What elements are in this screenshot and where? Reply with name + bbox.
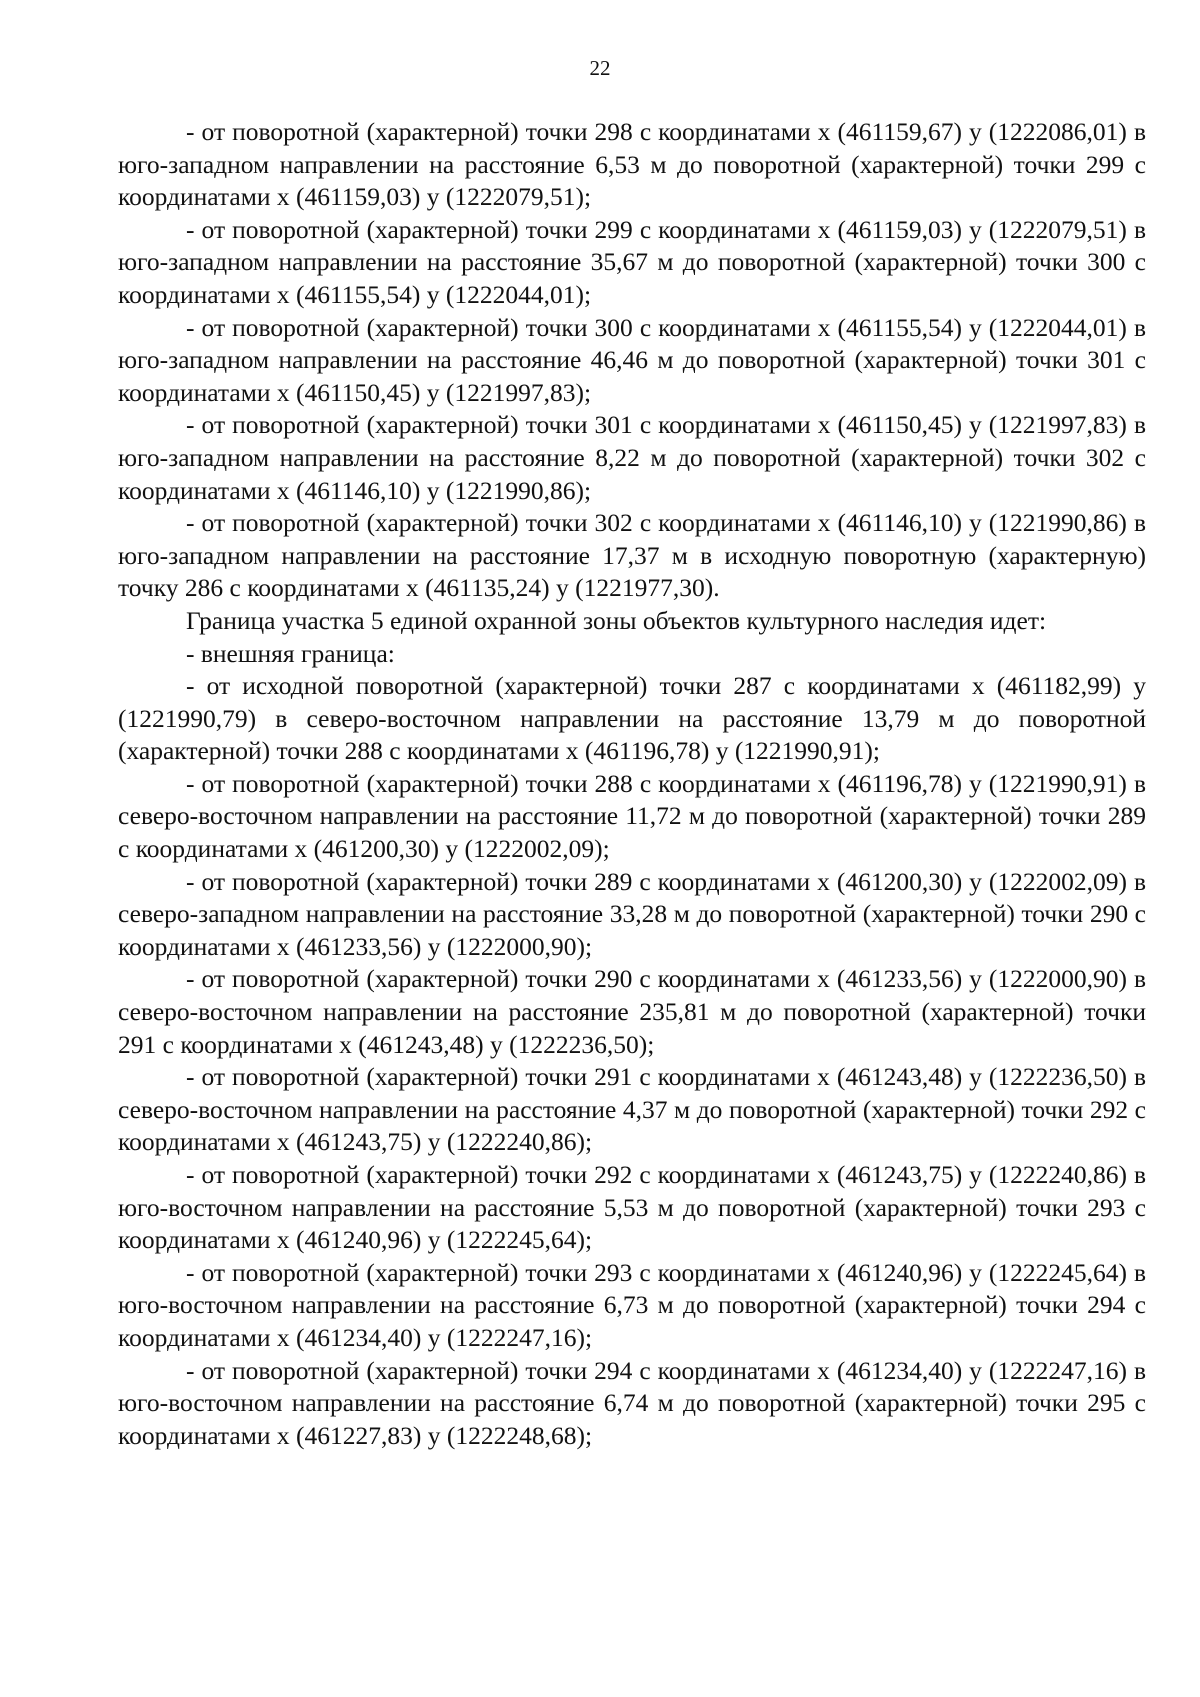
subheading-outer-boundary: - внешняя граница: [186,638,395,668]
paragraph-boundary-302-286: - от поворотной (характерной) точки 302 с координатами х (461146,10) у (1221990,86) в юго-западном направлении на расстояние 17,37 м в исходную поворотную (характерную) точку 286 с координатами х (461135,24) у (1221977,30). [118,508,1146,603]
paragraph-boundary-293-294: - от поворотной (характерной) точки 293 с координатами х (461240,96) у (1222245,64) в юго-восточном направлении на расстояние 6,73 м до поворотной (характерной) точки 294 с координатами х (461234,40) у (1222247,16); [118,1257,1146,1352]
paragraph-boundary-290-291: - от поворотной (характерной) точки 290 с координатами х (461233,56) у (1222000,90) в северо-восточном направлении на расстояние 235,81 м до поворотной (характерной) точки 291 с координатами х (461243,48) у (1222236,50); [118,964,1146,1059]
paragraph-boundary-292-293: - от поворотной (характерной) точки 292 с координатами х (461243,75) у (1222240,86) в юго-восточном направлении на расстояние 5,53 м до поворотной (характерной) точки 293 с координатами х (461240,96) у (1222245,64); [118,1160,1146,1255]
document-body [118,116,1146,1452]
paragraph-boundary-287-288: - от исходной поворотной (характерной) точки 287 с координатами х (461182,99) у (1221990,79) в северо-восточном направлении на расстояние 13,79 м до поворотной (характерной) точки 288 с координатами х (461196,78) у (1221990,91); [118,671,1146,766]
paragraph-boundary-294-295: - от поворотной (характерной) точки 294 с координатами х (461234,40) у (1222247,16) в юго-восточном направлении на расстояние 6,74 м до поворотной (характерной) точки 295 с координатами х (461227,83) у (1222248,68); [118,1355,1146,1450]
paragraph-boundary-289-290: - от поворотной (характерной) точки 289 с координатами х (461200,30) у (1222002,09) в северо-западном направлении на расстояние 33,28 м до поворотной (характерной) точки 290 с координатами х (461233,56) у (1222000,90); [118,866,1146,961]
paragraph-boundary-288-289: - от поворотной (характерной) точки 288 с координатами х (461196,78) у (1221990,91) в северо-восточном направлении на расстояние 11,72 м до поворотной (характерной) точки 289 с координатами х (461200,30) у (1222002,09); [118,768,1146,864]
page-number: 22 [589,56,611,80]
paragraph-boundary-298-299: - от поворотной (характерной) точки 298 с координатами х (461159,67) у (1222086,01) в юго-западном направлении на расстояние 6,53 м до поворотной (характерной) точки 299 с координатами х (461159,03) у (1222079,51); [118,117,1146,212]
paragraph-boundary-299-300: - от поворотной (характерной) точки 299 с координатами х (461159,03) у (1222079,51) в юго-западном направлении на расстояние 35,67 м до поворотной (характерной) точки 300 с координатами х (461155,54) у (1222044,01); [118,214,1146,309]
paragraph-boundary-301-302: - от поворотной (характерной) точки 301 с координатами х (461150,45) у (1221997,83) в юго-западном направлении на расстояние 8,22 м до поворотной (характерной) точки 302 с координатами х (461146,10) у (1221990,86); [118,410,1146,505]
paragraph-boundary-300-301: - от поворотной (характерной) точки 300 с координатами х (461155,54) у (1222044,01) в юго-западном направлении на расстояние 46,46 м до поворотной (характерной) точки 301 с координатами х (461150,45) у (1221997,83); [118,312,1146,407]
paragraph-boundary-291-292: - от поворотной (характерной) точки 291 с координатами х (461243,48) у (1222236,50) в северо-восточном направлении на расстояние 4,37 м до поворотной (характерной) точки 292 с координатами х (461243,75) у (1222240,86); [118,1062,1146,1157]
section-heading-plot-5: Граница участка 5 единой охранной зоны объектов культурного наследия идет: [186,605,1047,635]
